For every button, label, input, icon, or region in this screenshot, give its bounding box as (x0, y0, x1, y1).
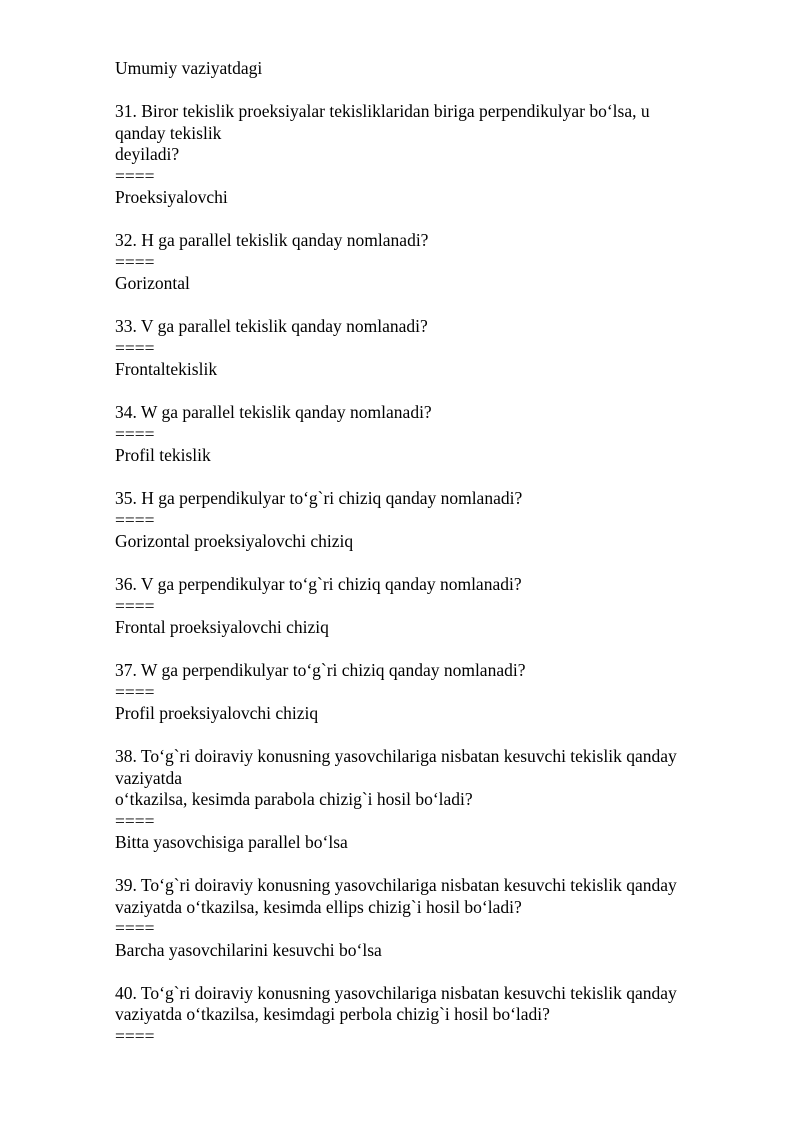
answer-text: Proeksiyalovchi (115, 187, 228, 207)
question-text-line: 33. V ga parallel tekislik qanday nomlanadi? (115, 316, 428, 336)
answer-text: Barcha yasovchilarini kesuvchi bo‘lsa (115, 939, 382, 960)
answer-separator: ==== (115, 595, 155, 616)
question-block-39 (115, 875, 740, 961)
answer-separator: ==== (115, 918, 155, 938)
question-text-line: 38. To‘g`ri doiraviy konusning yasovchilariga nisbatan kesuvchi tekislik qanday (115, 746, 677, 766)
spacer (115, 295, 740, 317)
question-text-line: vaziyatda (115, 767, 183, 788)
question-text-line: 39. To‘g`ri doiraviy konusning yasovchilariga nisbatan kesuvchi tekislik qanday (115, 875, 677, 895)
answer-separator: ==== (115, 681, 155, 702)
question-text-line: deyiladi? (115, 144, 180, 164)
question-block-38 (115, 746, 740, 854)
question-text-line: 34. W ga parallel tekislik qanday nomlanadi? (115, 402, 432, 422)
question-block-35 (115, 488, 740, 553)
answer-separator: ==== (115, 1025, 155, 1046)
answer-text: Frontaltekislik (115, 359, 218, 379)
spacer (115, 80, 740, 102)
question-text-line: qanday tekislik (115, 122, 222, 143)
question-block-37 (115, 660, 740, 725)
question-block-31 (115, 101, 740, 209)
answer-text: Frontal proeksiyalovchi chiziq (115, 617, 329, 637)
question-text-line: 31. Biror tekislik proeksiyalar tekisliklaridan biriga perpendikulyar bo‘lsa, u (115, 101, 650, 121)
spacer (115, 725, 740, 747)
answer-text: Profil proeksiyalovchi chiziq (115, 703, 319, 723)
answer-separator: ==== (115, 251, 155, 272)
section-heading: Umumiy vaziyatdagi (115, 58, 263, 78)
question-text-line: 35. H ga perpendikulyar to‘g`ri chiziq qanday nomlanadi? (115, 488, 523, 508)
question-text-line: 32. H ga parallel tekislik qanday nomlanadi? (115, 230, 429, 250)
answer-separator: ==== (115, 165, 155, 186)
question-text-line: 37. W ga perpendikulyar to‘g`ri chiziq qanday nomlanadi? (115, 660, 526, 680)
answer-separator: ==== (115, 337, 155, 358)
question-block-36 (115, 574, 740, 639)
answer-separator: ==== (115, 509, 155, 530)
answer-text: Gorizontal (115, 273, 190, 293)
answer-separator: ==== (115, 810, 155, 831)
spacer (115, 381, 740, 403)
spacer (115, 467, 740, 489)
spacer (115, 209, 740, 231)
spacer (115, 961, 740, 983)
question-block-40 (115, 983, 740, 1048)
question-text-line: 36. V ga perpendikulyar to‘g`ri chiziq qanday nomlanadi? (115, 574, 522, 594)
spacer (115, 553, 740, 575)
question-block-33 (115, 316, 740, 381)
answer-text: Profil tekislik (115, 445, 211, 465)
question-text-line: vaziyatda o‘tkazilsa, kesimdagi perbola chizig`i hosil bo‘ladi? (115, 1004, 550, 1024)
spacer (115, 639, 740, 661)
question-text-line: vaziyatda o‘tkazilsa, kesimda ellips chizig`i hosil bo‘ladi? (115, 896, 522, 917)
answer-text: Gorizontal proeksiyalovchi chiziq (115, 531, 354, 551)
spacer (115, 854, 740, 876)
answer-separator: ==== (115, 423, 155, 444)
question-text-line: o‘tkazilsa, kesimda parabola chizig`i hosil bo‘ladi? (115, 789, 473, 809)
answer-text: Bitta yasovchisiga parallel bo‘lsa (115, 832, 348, 852)
question-block-34 (115, 402, 740, 467)
question-text-line: 40. To‘g`ri doiraviy konusning yasovchilariga nisbatan kesuvchi tekislik qanday (115, 982, 677, 1003)
question-block-32 (115, 230, 740, 295)
